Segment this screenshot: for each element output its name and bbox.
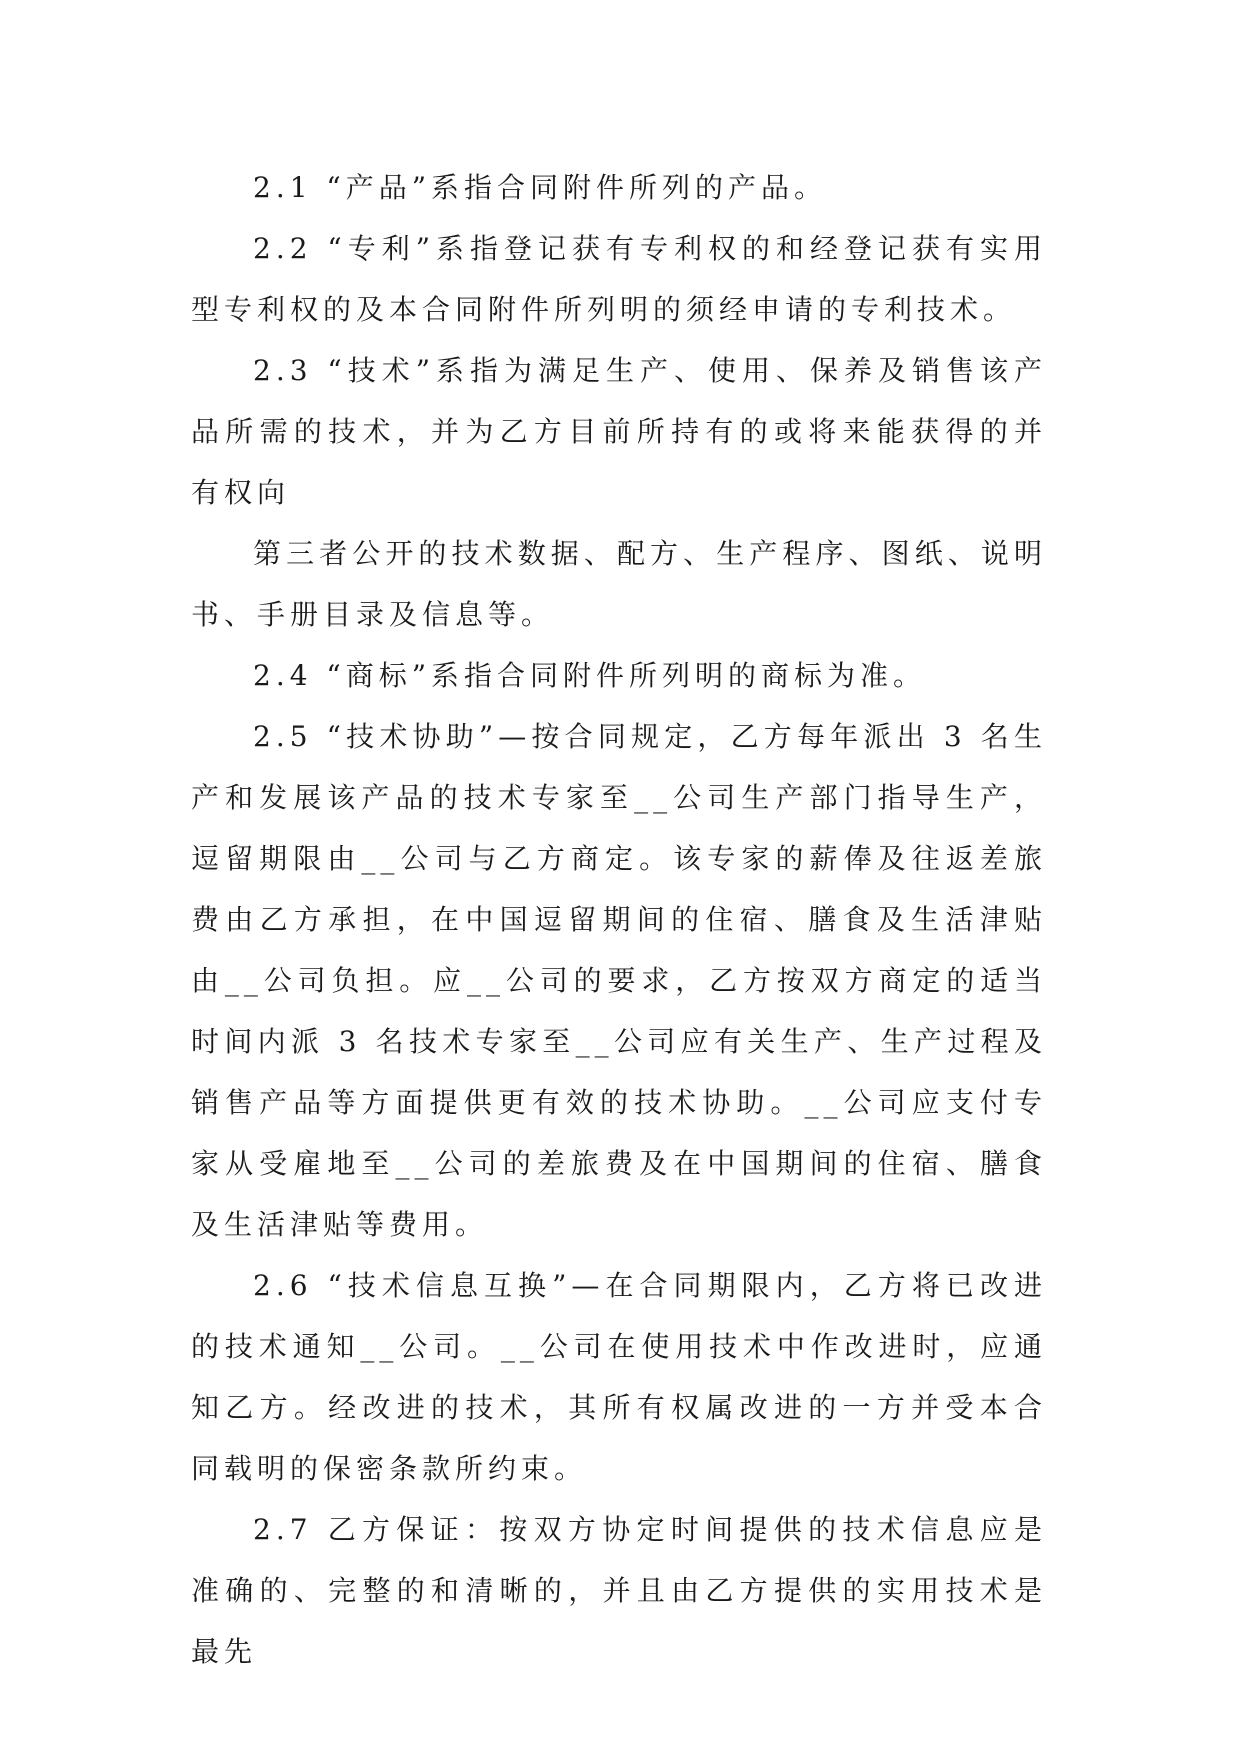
document-body [191,157,1047,1682]
paragraph-2-3-continued: 第三者公开的技术数据、配方、生产程序、图纸、说明书、手册目录及信息等。 [191,537,1047,631]
paragraph-2-5: 2.5 “技术协助”—按合同规定，乙方每年派出 3 名生产和发展该产品的技术专家至__公司生产部门指导生产，逗留期限由__公司与乙方商定。该专家的薪俸及往返差旅费由乙方承担，在中国逗留期间的住宿、膳食及生活津贴由__公司负担。应__公司的要求，乙方按双方商定的适当时间内派 3 名技术专家至__公司应有关生产、生产过程及销售产品等方面提供更有效的技术协助。__公司应支付专家从受雇地至__公司的差旅费及在中国期间的住宿、膳食及生活津贴等费用。 [191,720,1047,1241]
paragraph-2-7: 2.7 乙方保证：按双方协定时间提供的技术信息应是准确的、完整的和清晰的，并且由乙方提供的实用技术是最先 [191,1513,1047,1668]
paragraph-2-1: 2.1 “产品”系指合同附件所列的产品。 [253,171,828,204]
paragraph-2-2: 2.2 “专利”系指登记获有专利权的和经登记获有实用型专利权的及本合同附件所列明的须经申请的专利技术。 [191,232,1047,326]
paragraph-2-4: 2.4 “商标”系指合同附件所列明的商标为准。 [253,659,927,692]
paragraph-2-3: 2.3 “技术”系指为满足生产、使用、保养及销售该产品所需的技术，并为乙方目前所持有的或将来能获得的并有权向 [191,354,1047,509]
paragraph-2-6: 2.6 “技术信息互换”—在合同期限内，乙方将已改进的技术通知__公司。__公司在使用技术中作改进时，应通知乙方。经改进的技术，其所有权属改进的一方并受本合同载明的保密条款所约束。 [191,1269,1047,1485]
